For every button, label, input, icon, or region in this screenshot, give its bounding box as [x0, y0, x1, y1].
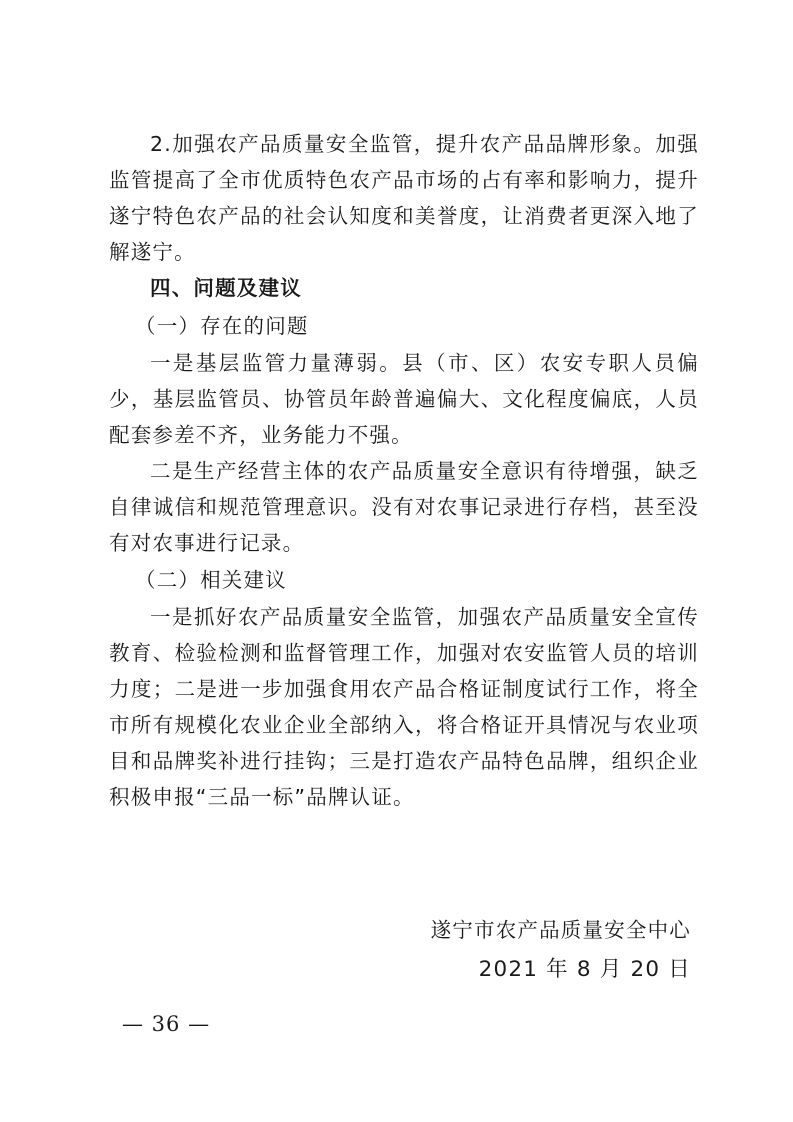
subsection1-heading: （一）存在的问题 [135, 314, 309, 338]
paragraph-problem1: 一是基层监管力量薄弱。县（市、区）农安专职人员偏少，基层监管员、协管员年龄普遍偏大、文化程度偏底，人员配套参差不齐，业务能力不强。 [109, 351, 699, 447]
page-number: — 36 — [122, 1012, 211, 1036]
paragraph-section2-item: 2.加强农产品质量安全监管，提升农产品品牌形象。加强监管提高了全市优质特色农产品市场的占有率和影响力，提升遂宁特色农产品的社会认知度和美誉度，让消费者更深入地了解遂宁。 [109, 132, 699, 264]
signature-organization: 遂宁市农产品质量安全中心 [430, 918, 691, 942]
signature-block [431, 910, 691, 990]
paragraph-problem2: 二是生产经营主体的农产品质量安全意识有待增强，缺乏自律诚信和规范管理意识。没有对农事记录进行存档，甚至没有对农事进行记录。 [109, 459, 699, 555]
document-body [109, 126, 699, 815]
subsection2-heading: （二）相关建议 [135, 568, 287, 592]
section4-heading: 四、问题及建议 [150, 276, 302, 300]
paragraph-suggestions: 一是抓好农产品质量安全监管，加强农产品质量安全宣传教育、检验检测和监督管理工作，加强对农安监管人员的培训力度；二是进一步加强食用农产品合格证制度试行工作，将全市所有规模化农业企业全部纳入，将合格证开具情况与农业项目和品牌奖补进行挂钩；三是打造农产品特色品牌，组织企业积极申报“三品一标”品牌认证。 [109, 605, 699, 809]
signature-date: 2021 年 8 月 20 日 [478, 957, 691, 982]
